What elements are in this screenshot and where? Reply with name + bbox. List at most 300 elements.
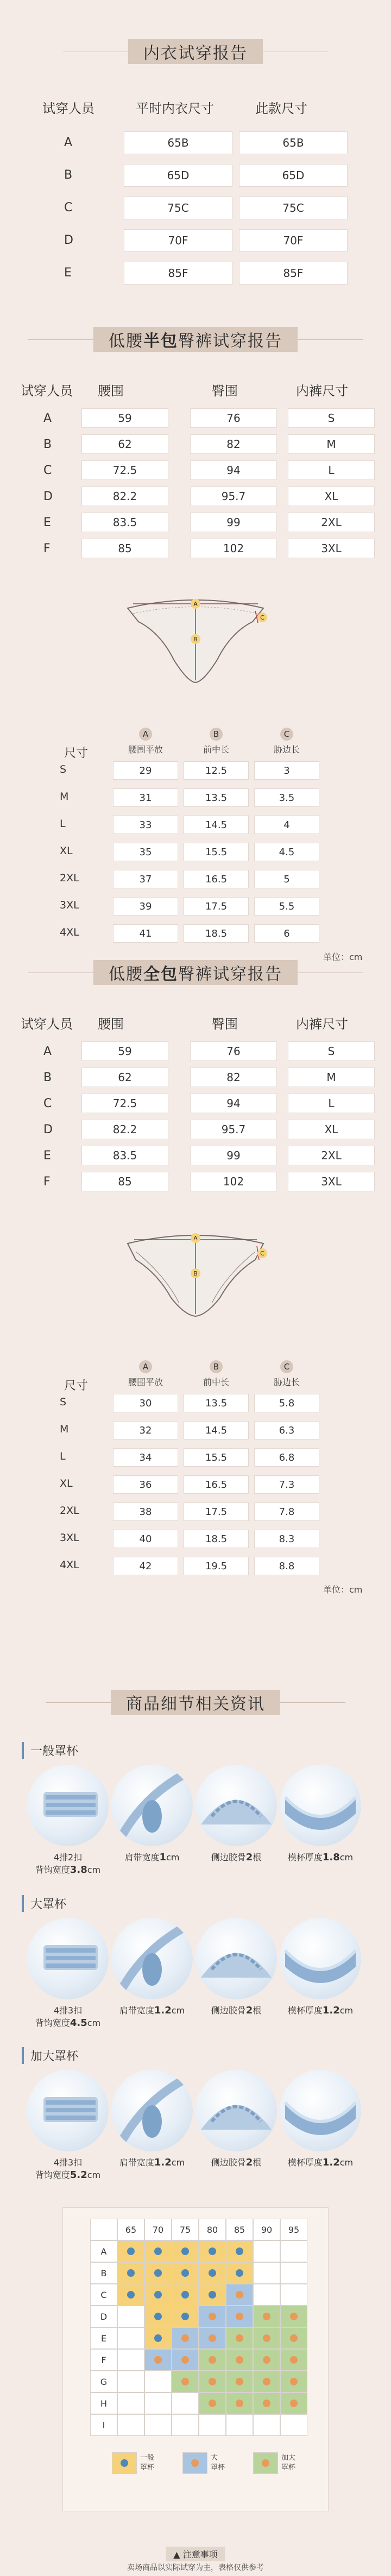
grid-cell	[199, 2284, 226, 2306]
measure-column-header	[262, 1360, 311, 1388]
row-label: A	[43, 412, 52, 425]
notes-text: 卖场商品以实际试穿为主，表格仅供参考	[127, 2564, 264, 2572]
cup-header: G	[90, 2371, 117, 2392]
grid-cell	[117, 2414, 144, 2436]
fit-dot	[127, 2247, 135, 2255]
grid-cell	[280, 2371, 307, 2392]
legend-dot	[121, 2459, 128, 2467]
detail-caption	[274, 1851, 367, 1863]
diagram-label-c: C	[260, 614, 264, 621]
grid-cell	[144, 2306, 172, 2327]
row-label: C	[64, 201, 73, 214]
hip-cell: 95.7	[190, 487, 277, 506]
size-a-cell: 38	[113, 1502, 178, 1521]
detail-photo	[280, 1918, 361, 1999]
row-label: E	[43, 516, 51, 529]
fit-dot	[263, 2313, 270, 2320]
grid-cell	[199, 2414, 226, 2436]
detail-photo	[195, 2070, 277, 2151]
section1-title: 内衣试穿报告	[128, 39, 263, 64]
cup-header: I	[90, 2414, 117, 2436]
size-c-cell: 8.3	[254, 1530, 319, 1548]
grid-cell	[226, 2327, 253, 2349]
size-row-label: 3XL	[60, 899, 79, 911]
fit-dot	[181, 2378, 189, 2385]
size-b-cell: 16.5	[184, 1475, 249, 1494]
measure-label: 腰围平放	[128, 1377, 163, 1387]
fit-dot	[181, 2356, 189, 2364]
band-header: 65	[117, 2219, 144, 2240]
caption-unit: cm	[339, 2005, 354, 2016]
fit-dot	[209, 2291, 216, 2299]
band-header: 70	[144, 2219, 172, 2240]
garment-detail-icon	[195, 2070, 277, 2151]
fit-dot	[181, 2334, 189, 2342]
size-row-label: 4XL	[60, 1559, 79, 1571]
row-label: C	[43, 1097, 52, 1110]
size-b-cell: 13.5	[184, 1394, 249, 1412]
grid-cell	[144, 2349, 172, 2371]
fit-dot	[154, 2269, 162, 2277]
legend-dot	[191, 2459, 199, 2467]
brief-size-cell: S	[288, 408, 375, 428]
fit-dot	[209, 2334, 216, 2342]
size-b-cell: 18.5	[184, 1530, 249, 1548]
waist-cell: 83.5	[81, 1146, 168, 1165]
fit-dot	[236, 2378, 243, 2385]
brief-size-cell: 2XL	[288, 1146, 375, 1165]
caption-unit: 根	[253, 1852, 262, 1862]
measure-label: 胁边长	[273, 744, 300, 755]
grid-cell	[117, 2240, 144, 2262]
caption-value: 1.2	[154, 2005, 172, 2016]
measure-label: 胁边长	[273, 1377, 300, 1387]
size-b-cell: 16.5	[184, 870, 249, 888]
size-row-label: S	[60, 1396, 67, 1408]
detail-caption	[106, 1851, 198, 1863]
size-b-cell: 13.5	[184, 788, 249, 807]
grid-cell	[117, 2371, 144, 2392]
fit-dot	[181, 2247, 189, 2255]
grid-cell	[253, 2414, 280, 2436]
measure-letter-badge: A	[139, 1360, 152, 1373]
size-c-cell: 5.5	[254, 897, 319, 916]
garment-detail-icon	[111, 1765, 193, 1846]
size-c-cell: 6.3	[254, 1421, 319, 1439]
grid-cell	[117, 2349, 144, 2371]
row-label: F	[43, 542, 51, 555]
caption-value: 2	[245, 2157, 253, 2168]
unit-label: 单位：cm	[323, 952, 363, 962]
fit-dot	[181, 2269, 189, 2277]
diagram-label-c: C	[260, 1250, 264, 1257]
cup-group-title: 一般罩杯	[22, 1742, 78, 1759]
measure-label: 前中长	[203, 744, 229, 755]
cup-header: D	[90, 2306, 117, 2327]
grid-cell	[226, 2284, 253, 2306]
size-row-label: M	[60, 1423, 69, 1435]
fit-dot	[127, 2291, 135, 2299]
legend-dot	[262, 2459, 269, 2467]
grid-cell	[226, 2240, 253, 2262]
band-header: 85	[226, 2219, 253, 2240]
grid-cell	[172, 2306, 199, 2327]
grid-cell	[117, 2392, 144, 2414]
diagram-label-a: A	[193, 1235, 198, 1242]
row-label: B	[43, 1071, 52, 1084]
brief-size-cell: XL	[288, 1120, 375, 1139]
waist-cell: 82.2	[81, 487, 168, 506]
fit-dot	[236, 2400, 243, 2407]
row-label: D	[43, 490, 53, 503]
grid-cell	[226, 2349, 253, 2371]
cup-header: A	[90, 2240, 117, 2262]
row-label: E	[64, 266, 72, 280]
hip-cell: 82	[190, 1068, 277, 1087]
grid-cell	[199, 2371, 226, 2392]
measure-letter-badge: C	[280, 1360, 293, 1373]
brief-size-cell: M	[288, 1068, 375, 1087]
size-row-label: M	[60, 791, 69, 803]
grid-cell	[280, 2392, 307, 2414]
fit-dot	[263, 2334, 270, 2342]
size-c-cell: 4	[254, 816, 319, 834]
grid-cell	[172, 2414, 199, 2436]
caption-value: 1.2	[322, 2157, 340, 2168]
measure-letter-badge: B	[210, 728, 223, 741]
size-a-cell: 39	[113, 897, 178, 916]
size-c-cell: 7.8	[254, 1502, 319, 1521]
detail-photo	[27, 2070, 109, 2151]
unit-label: 单位：cm	[323, 1584, 363, 1595]
legend-swatch	[182, 2452, 207, 2474]
garment-detail-icon	[111, 2070, 193, 2151]
caption-text: 肩带宽度	[124, 1852, 160, 1862]
section2-title: 低腰 半包 臀裤试穿报告	[93, 327, 298, 352]
size-header: 尺寸	[64, 747, 89, 760]
grid-cell	[199, 2262, 226, 2284]
usual-size-cell: 85F	[124, 262, 232, 285]
hip-cell: 76	[190, 408, 277, 428]
caption-text: 侧边胶骨	[211, 2005, 246, 2016]
caption-unit: cm	[339, 1852, 354, 1862]
notes-title: ▲ 注意事项	[166, 2547, 225, 2561]
cup-group-title: 加大罩杯	[22, 2047, 78, 2064]
caption-text: 背钩宽度	[35, 2018, 70, 2028]
grid-cell	[172, 2240, 199, 2262]
size-row-label: L	[60, 1450, 66, 1462]
brief-size-cell: XL	[288, 487, 375, 506]
waist-cell: 85	[81, 1172, 168, 1191]
waist-cell: 62	[81, 434, 168, 454]
grid-cell	[280, 2262, 307, 2284]
this-size-cell: 85F	[239, 262, 348, 285]
grid-cell	[172, 2349, 199, 2371]
grid-cell	[144, 2327, 172, 2349]
legend-swatch	[253, 2452, 278, 2474]
fit-dot	[154, 2356, 162, 2364]
grid-cell	[172, 2327, 199, 2349]
section3-title: 低腰 全包 臀裤试穿报告	[93, 960, 298, 985]
column-header: 腰围	[98, 383, 124, 399]
fit-dot	[154, 2291, 162, 2299]
size-a-cell: 33	[113, 816, 178, 834]
column-header: 试穿人员	[42, 101, 94, 116]
detail-caption	[22, 2156, 114, 2181]
grid-cell	[144, 2240, 172, 2262]
measure-column-header	[192, 1360, 241, 1388]
size-b-cell: 14.5	[184, 816, 249, 834]
size-row-label: 3XL	[60, 1532, 79, 1544]
grid-cell	[172, 2371, 199, 2392]
grid-cell	[199, 2306, 226, 2327]
waist-cell: 59	[81, 408, 168, 428]
fit-dot	[236, 2334, 243, 2342]
size-a-cell: 42	[113, 1557, 178, 1575]
row-label: F	[43, 1175, 51, 1189]
size-c-cell: 8.8	[254, 1557, 319, 1575]
caption-text: 肩带宽度	[119, 2157, 154, 2168]
grid-cell	[280, 2349, 307, 2371]
garment-detail-icon	[27, 1918, 109, 1999]
cup-header: E	[90, 2327, 117, 2349]
grid-cell	[117, 2262, 144, 2284]
size-c-cell: 3	[254, 761, 319, 780]
fit-dot	[209, 2378, 216, 2385]
this-size-cell: 70F	[239, 229, 348, 252]
size-b-cell: 17.5	[184, 1502, 249, 1521]
fit-dot	[290, 2400, 298, 2407]
size-c-cell: 6	[254, 924, 319, 943]
caption-unit: 根	[253, 2157, 262, 2168]
garment-detail-icon	[27, 2070, 109, 2151]
grid-cell	[144, 2371, 172, 2392]
caption-text: 侧边胶骨	[211, 1852, 246, 1862]
size-row-label: 2XL	[60, 872, 79, 884]
caption-text: 模杯厚度	[287, 2157, 323, 2168]
fit-dot	[209, 2356, 216, 2364]
brief-size-cell: L	[288, 460, 375, 480]
detail-photo	[111, 1765, 193, 1846]
grid-cell	[226, 2414, 253, 2436]
band-header: 90	[253, 2219, 280, 2240]
caption-value: 5.2	[70, 2169, 87, 2181]
size-row-label: XL	[60, 845, 73, 857]
detail-photo	[27, 1918, 109, 1999]
size-b-cell: 15.5	[184, 1448, 249, 1467]
fit-dot	[209, 2400, 216, 2407]
usual-size-cell: 70F	[124, 229, 232, 252]
grid-cell	[280, 2284, 307, 2306]
cup-header: H	[90, 2392, 117, 2414]
usual-size-cell: 65D	[124, 164, 232, 187]
size-a-cell: 30	[113, 1394, 178, 1412]
grid-cell	[199, 2349, 226, 2371]
caption-unit: cm	[87, 1865, 101, 1875]
half-brief-diagram	[122, 589, 269, 687]
waist-cell: 82.2	[81, 1120, 168, 1139]
waist-cell: 59	[81, 1041, 168, 1061]
fit-dot	[209, 2247, 216, 2255]
size-a-cell: 35	[113, 843, 178, 861]
garment-detail-icon	[27, 1765, 109, 1846]
hip-cell: 94	[190, 460, 277, 480]
this-size-cell: 65B	[239, 131, 348, 154]
grid-cell	[226, 2306, 253, 2327]
grid-cell	[280, 2240, 307, 2262]
measure-column-header	[192, 728, 241, 755]
size-c-cell: 7.3	[254, 1475, 319, 1494]
caption-value: 2	[245, 1852, 253, 1863]
row-label: B	[43, 438, 52, 451]
size-a-cell: 32	[113, 1421, 178, 1439]
column-header: 此款尺寸	[255, 101, 307, 116]
cup-size-grid	[62, 2207, 329, 2511]
grid-cell	[253, 2392, 280, 2414]
grid-cell	[280, 2327, 307, 2349]
usual-size-cell: 75C	[124, 197, 232, 219]
diagram-label-b: B	[193, 636, 198, 643]
measure-label: 前中长	[203, 1377, 229, 1387]
grid-cell	[253, 2327, 280, 2349]
caption-value: 1.8	[322, 1852, 340, 1863]
detail-caption	[190, 2156, 282, 2168]
grid-cell	[172, 2284, 199, 2306]
detail-photo	[280, 1765, 361, 1846]
row-label: D	[64, 233, 73, 247]
fit-dot	[236, 2247, 243, 2255]
grid-cell	[117, 2284, 144, 2306]
fit-dot	[209, 2313, 216, 2320]
detail-caption	[190, 2004, 282, 2016]
detail-photo	[27, 1765, 109, 1846]
detail-caption	[106, 2156, 198, 2168]
garment-detail-icon	[280, 2070, 361, 2151]
measure-column-header	[262, 728, 311, 755]
brief-size-cell: 2XL	[288, 513, 375, 532]
size-b-cell: 12.5	[184, 761, 249, 780]
legend-label: 加大 罩杯	[281, 2454, 296, 2472]
cup-header: B	[90, 2262, 117, 2284]
detail-photo	[195, 1765, 277, 1846]
column-header: 腰围	[98, 1016, 124, 1032]
column-header: 平时内衣尺寸	[136, 101, 214, 116]
grid-cell	[253, 2371, 280, 2392]
caption-text: 背钩宽度	[35, 1865, 70, 1875]
size-c-cell: 5.8	[254, 1394, 319, 1412]
grid-cell	[144, 2392, 172, 2414]
caption-text: 模杯厚度	[287, 2005, 323, 2016]
row-label: D	[43, 1123, 53, 1137]
caption-text: 4排3扣	[53, 2005, 83, 2016]
garment-detail-icon	[195, 1918, 277, 1999]
brief-size-cell: 3XL	[288, 539, 375, 558]
size-row-label: 2XL	[60, 1505, 79, 1517]
diagram-label-a: A	[193, 601, 198, 608]
column-header: 内裤尺寸	[296, 1016, 348, 1032]
caption-text: 肩带宽度	[119, 2005, 154, 2016]
column-header: 试穿人员	[21, 1016, 73, 1032]
size-row-label: L	[60, 818, 66, 830]
grid-cell	[226, 2262, 253, 2284]
size-header: 尺寸	[64, 1379, 89, 1393]
hip-cell: 82	[190, 434, 277, 454]
details-title: 商品细节相关资讯	[111, 1690, 280, 1715]
band-header: 95	[280, 2219, 307, 2240]
detail-caption	[190, 1851, 282, 1863]
size-a-cell: 34	[113, 1448, 178, 1467]
detail-caption	[22, 2004, 114, 2029]
fit-dot	[290, 2313, 298, 2320]
caption-value: 1.2	[154, 2157, 172, 2168]
cup-header: C	[90, 2284, 117, 2306]
detail-caption	[22, 1851, 114, 1876]
grid-cell	[253, 2306, 280, 2327]
waist-cell: 72.5	[81, 1094, 168, 1113]
garment-detail-icon	[111, 1918, 193, 1999]
grid-cell	[280, 2306, 307, 2327]
full-brief-diagram	[122, 1222, 269, 1319]
hip-cell: 94	[190, 1094, 277, 1113]
grid-cell	[226, 2392, 253, 2414]
size-c-cell: 3.5	[254, 788, 319, 807]
detail-photo	[195, 1918, 277, 1999]
waist-cell: 83.5	[81, 513, 168, 532]
fit-dot	[263, 2400, 270, 2407]
row-label: A	[64, 136, 73, 149]
grid-cell	[117, 2327, 144, 2349]
caption-unit: cm	[171, 2005, 185, 2016]
caption-unit: cm	[87, 2018, 101, 2028]
grid-cell	[253, 2240, 280, 2262]
grid-cell	[144, 2262, 172, 2284]
size-a-cell: 37	[113, 870, 178, 888]
usual-size-cell: 65B	[124, 131, 232, 154]
size-b-cell: 14.5	[184, 1421, 249, 1439]
size-b-cell: 17.5	[184, 897, 249, 916]
waist-cell: 85	[81, 539, 168, 558]
fit-dot	[209, 2269, 216, 2277]
column-header: 内裤尺寸	[296, 383, 348, 399]
caption-unit: cm	[87, 2170, 101, 2180]
row-label: C	[43, 464, 52, 477]
caption-value: 4.5	[70, 2017, 87, 2029]
column-header: 试穿人员	[21, 383, 73, 399]
caption-unit: cm	[339, 2157, 354, 2168]
size-row-label: 4XL	[60, 926, 79, 938]
size-row-label: S	[60, 763, 67, 775]
size-row-label: XL	[60, 1478, 73, 1489]
garment-detail-icon	[280, 1765, 361, 1846]
caption-unit: cm	[171, 2157, 185, 2168]
row-label: E	[43, 1149, 51, 1163]
grid-cell	[144, 2284, 172, 2306]
this-size-cell: 65D	[239, 164, 348, 187]
caption-value: 1.2	[322, 2005, 340, 2016]
fit-dot	[154, 2313, 162, 2320]
hip-cell: 99	[190, 1146, 277, 1165]
measure-column-header	[121, 1360, 170, 1388]
grid-cell	[253, 2284, 280, 2306]
fit-dot	[154, 2247, 162, 2255]
caption-value: 3.8	[70, 1864, 87, 1876]
band-header: 75	[172, 2219, 199, 2240]
size-c-cell: 5	[254, 870, 319, 888]
size-a-cell: 29	[113, 761, 178, 780]
fit-dot	[263, 2378, 270, 2385]
legend-swatch	[112, 2452, 137, 2474]
size-a-cell: 31	[113, 788, 178, 807]
